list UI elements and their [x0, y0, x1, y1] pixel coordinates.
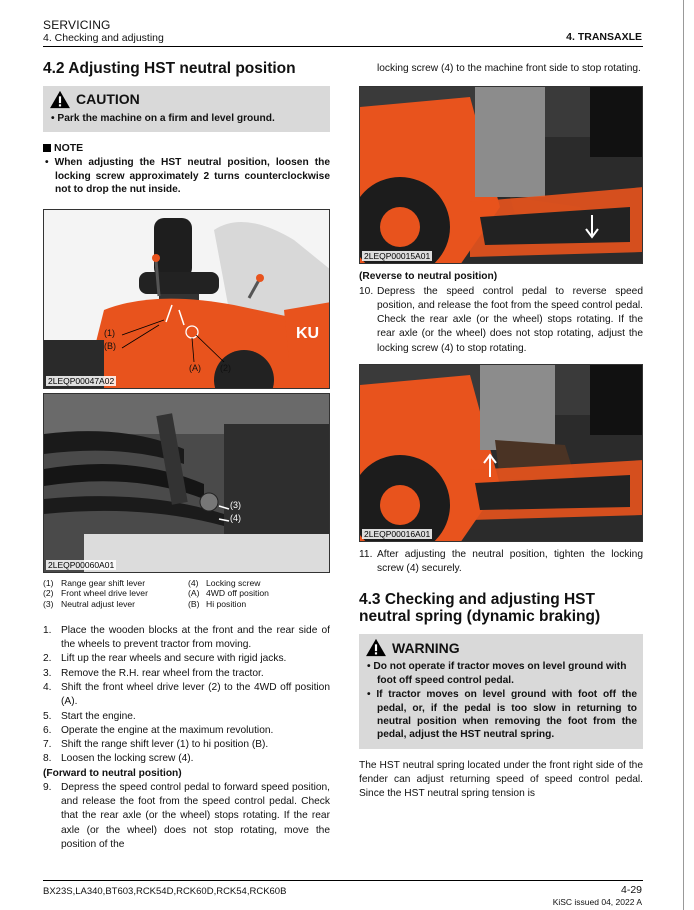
note-label: NOTE [54, 142, 84, 155]
step-item: 2. Lift up the rear wheels and secure with rigid jacks. [43, 653, 287, 665]
step-item: 7. Shift the range shift lever (1) to hi position (B). [43, 739, 269, 751]
step-item: 9. Depress the speed control pedal to forward speed position, and release the foot from the speed control pedal. Check that the rear axle (or the wheel) stops rotating. If the rear axle (or the wheel) does not stop rotating, move the position of the [43, 781, 330, 851]
forward-pedal-illustration [360, 87, 643, 264]
warning-bullet: • Do not operate if tractor moves on level ground with foot off speed control pedal. [367, 661, 627, 686]
caution-title [49, 90, 324, 109]
procedure-steps-10 [359, 285, 643, 356]
warning-triangle-icon [49, 90, 71, 109]
fig4-code: 2LEQP00016A01 [364, 528, 431, 539]
fig1-label-2: (2) [220, 362, 231, 373]
neutral-adjust-illustration [44, 394, 330, 573]
footer-page-number: 4-29 [620, 884, 642, 896]
footer-issue: KiSC issued 04, 2022 A [552, 897, 642, 907]
header-chapter: 4. TRANSAXLE [566, 31, 642, 43]
figure-neutral-adjust [43, 393, 330, 573]
figure-tractor-seat [43, 209, 330, 389]
section-4-2-title: 4.2 Adjusting HST neutral position [43, 60, 296, 77]
header-subsection: 4. Checking and adjusting [43, 32, 164, 44]
step-item: 10. Depress the speed control pedal to reverse speed position, and release the foot from the speed control pedal. Check the rear axle (or the wheel) stops rotating. If the rear axle (or the wheel) does not stop rotating, adjust the locking screw (4) to stop rotating. [359, 285, 643, 354]
fig1-label-B: (B) [104, 340, 116, 351]
warning-title [365, 638, 637, 657]
fig2-label-4: (4) [230, 512, 241, 523]
legend-item: (3) Neutral adjust lever [43, 599, 136, 610]
figure-reverse-pedal [359, 364, 643, 542]
page-edge-line [683, 0, 684, 910]
note-block [43, 142, 330, 196]
tractor-seat-illustration [44, 210, 330, 389]
legend-item: (B) Hi position [188, 599, 247, 610]
fig2-code: 2LEQP00060A01 [48, 559, 115, 570]
caution-box [43, 86, 330, 132]
procedure-steps-11 [359, 548, 643, 577]
step-item: 8. Loosen the locking screw (4). [43, 753, 194, 765]
fig2-label-3: (3) [230, 499, 241, 510]
left-column [43, 60, 330, 852]
step-item: 11. After adjusting the neutral position, tighten the locking screw (4) securely. [359, 548, 643, 575]
footer-models: BX23S,LA340,BT603,RCK54D,RCK60D,RCK54,RCK60B [43, 886, 287, 897]
reverse-pedal-illustration [360, 365, 643, 542]
caution-label: CAUTION [76, 91, 140, 108]
legend-item: (A) 4WD off position [188, 588, 269, 599]
figure-legend [43, 578, 330, 610]
section-4-3-title: 4.3 Checking and adjusting HST neutral spring (dynamic braking) [359, 590, 601, 626]
warning-triangle-icon [365, 638, 387, 657]
forward-neutral-heading: (Forward to neutral position) [43, 767, 182, 779]
note-square-icon [43, 144, 51, 152]
footer-rule [43, 880, 643, 881]
neutral-spring-paragraph: The HST neutral spring located under the front right side of the fender can adjust returning speed of speed control pedal. Since the HST neutral spring tension is [359, 759, 643, 800]
legend-item: (2) Front wheel drive lever [43, 588, 148, 599]
warning-label: WARNING [392, 639, 460, 656]
step-item: 5. Start the engine. [43, 710, 136, 722]
svg-text:KU: KU [296, 324, 320, 342]
legend-item: (4) Locking screw [188, 577, 261, 588]
figure-forward-pedal [359, 86, 643, 264]
warning-box [359, 634, 643, 749]
fig1-label-1: (1) [104, 327, 115, 338]
header-rule [43, 46, 643, 47]
header-section: SERVICING [43, 18, 111, 32]
warning-bullet: • If tractor moves on level ground with foot off the pedal, or, if the pedal is too slow in returning to neutral position when removing the foot from the pedal, adjust the HST neutral spring. [367, 689, 637, 741]
step-item: 6. Operate the engine at the maximum revolution. [43, 724, 274, 736]
fig3-code: 2LEQP00015A01 [364, 251, 431, 262]
step9-continuation: locking screw (4) to the machine front side to stop rotating. [377, 63, 641, 74]
caution-bullet: • Park the machine on a firm and level ground. [51, 112, 275, 124]
fig1-code: 2LEQP00047A02 [48, 375, 115, 386]
step-item: 3. Remove the R.H. rear wheel from the tractor. [43, 667, 264, 679]
legend-item: (1) Range gear shift lever [43, 577, 146, 588]
procedure-steps-9 [43, 781, 330, 852]
right-column [359, 62, 643, 802]
step-item: 4. Shift the front wheel drive lever (2) to the 4WD off position (A). [43, 681, 330, 708]
procedure-steps [43, 624, 330, 767]
reverse-neutral-heading: (Reverse to neutral position) [359, 271, 498, 283]
step-item: 1. Place the wooden blocks at the front and the rear side of the wheels to prevent tractor from moving. [43, 624, 330, 651]
fig1-label-A: (A) [189, 362, 201, 373]
note-bullet: • When adjusting the HST neutral position, loosen the locking screw approximately 2 turns counterclockwise not to drop the nut inside. [45, 157, 330, 196]
